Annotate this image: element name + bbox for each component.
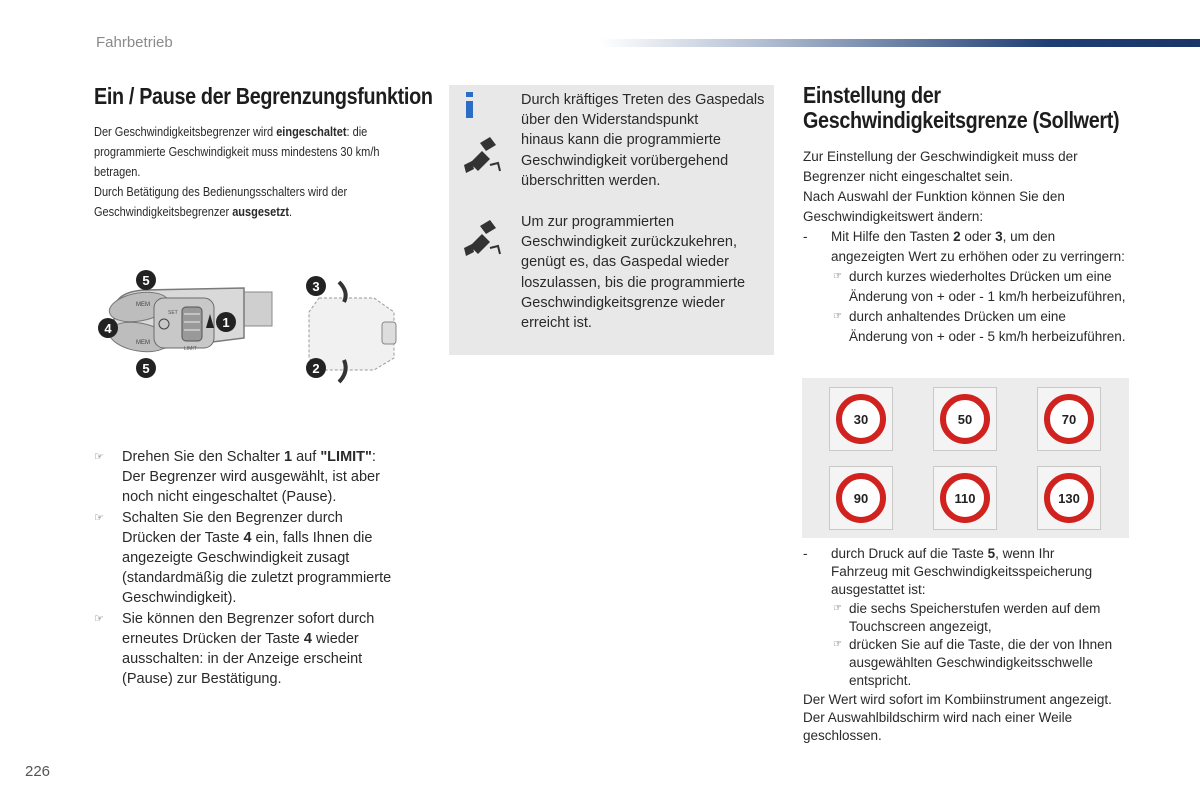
sub-bullet <box>803 600 1133 618</box>
text: Änderung von + oder - 1 km/h herbeizuführen, <box>849 289 1126 304</box>
text: Geschwindigkeitswert ändern: <box>803 209 984 224</box>
bullet-text: Drehen Sie den Schalter <box>122 449 285 465</box>
info-line: Geschwindigkeit vorübergehend <box>521 152 729 169</box>
text: Der Auswahlbildschirm wird nach einer Weile <box>803 709 1073 725</box>
badge-1 <box>216 312 236 332</box>
bullet-text: Drücken der Taste <box>122 529 244 546</box>
paragraph-line <box>803 187 1133 207</box>
speed-limit-sign <box>836 473 886 523</box>
intro-bold: eingeschaltet <box>276 125 347 139</box>
bullet-bold: 4 <box>243 529 252 546</box>
bullet-text: Sie können den Begrenzer sofort durch <box>122 610 375 627</box>
dash-marker: - <box>803 546 808 561</box>
text: Touchscreen angezeigt, <box>849 618 992 634</box>
speed-preset-tile[interactable] <box>829 466 893 530</box>
sub-continuation <box>803 672 1133 690</box>
pointing-hand-icon: ☞ <box>833 602 842 614</box>
speed-preset-tile[interactable] <box>1037 466 1101 530</box>
foot-pedal-icon <box>460 135 504 184</box>
text: entspricht. <box>849 673 912 689</box>
bullet-line <box>122 528 424 548</box>
pointing-hand-icon: ☞ <box>94 612 104 625</box>
setpoint-instructions <box>803 147 1133 347</box>
text: durch Druck auf die Taste <box>831 546 988 561</box>
pointing-hand-icon: ☞ <box>94 451 104 463</box>
dash-continuation <box>803 563 1133 581</box>
text: Fahrzeug mit Geschwindigkeitsspeicherung <box>831 564 1093 580</box>
bullet-line <box>122 548 424 568</box>
speed-value: 70 <box>1061 411 1077 427</box>
bullet-text: wieder <box>311 630 359 647</box>
bullet-bold: "LIMIT" <box>320 449 372 465</box>
bullet-item <box>94 508 424 609</box>
right-title-line-2: Geschwindigkeitsgrenze (Sollwert) <box>803 107 1120 133</box>
text: Nach Auswahl der Funktion können Sie den <box>803 189 1065 204</box>
speed-limit-sign <box>940 473 990 523</box>
speed-presets-panel <box>802 378 1129 538</box>
text: angezeigten Wert zu erhöhen oder zu verringern: <box>831 249 1125 264</box>
bullet-text: ausschalten: in der Anzeige erscheint <box>122 651 363 668</box>
paragraph-line <box>803 147 1133 167</box>
intro-text: Der Geschwindigkeitsbegrenzer wird <box>94 125 277 139</box>
info-text-override <box>521 90 771 191</box>
text: , wenn Ihr <box>995 546 1055 561</box>
text: oder <box>960 229 996 244</box>
text: die sechs Speicherstufen werden auf dem <box>849 600 1101 616</box>
left-bullet-list <box>94 447 424 689</box>
speed-value: 130 <box>1058 490 1080 506</box>
bullet-line <box>122 609 424 629</box>
limit-label: LIMIT <box>184 346 197 352</box>
stalk-diagram <box>94 262 424 392</box>
speed-preset-tile[interactable] <box>933 466 997 530</box>
bullet-line <box>122 467 424 487</box>
svg-text:1: 1 <box>222 315 230 330</box>
dash-continuation <box>803 247 1133 267</box>
sub-bullet <box>803 307 1133 327</box>
text: Änderung von + oder - 5 km/h herbeizuführen. <box>849 329 1126 344</box>
svg-text:5: 5 <box>142 273 150 288</box>
intro-text: Durch Betätigung des Bedienungsschalters wird der <box>94 185 348 199</box>
speed-preset-tile[interactable] <box>1037 387 1101 451</box>
bullet-text: angezeigte Geschwindigkeit zusagt <box>122 550 350 567</box>
sub-continuation <box>803 618 1133 636</box>
sub-bullet <box>803 636 1133 654</box>
left-section-title: Ein / Pause der Begrenzungsfunktion <box>94 83 433 109</box>
text: ausgewählten Geschwindigkeitsschwelle <box>849 655 1093 671</box>
control-stalk-illustration <box>94 262 424 392</box>
info-text-return <box>521 212 771 333</box>
text: durch anhaltendes Drücken um eine <box>849 309 1066 324</box>
intro-line <box>94 142 428 182</box>
info-line: loszulassen, bis die programmierte <box>521 274 746 291</box>
badge-3 <box>306 276 326 296</box>
dash-marker: - <box>803 229 808 244</box>
memory-instructions <box>803 545 1133 745</box>
bullet-text: (standardmäßig die zuletzt programmierte <box>122 570 392 587</box>
badge-5-top <box>136 270 156 290</box>
speed-limit-sign <box>836 394 886 444</box>
speed-value: 110 <box>954 490 976 506</box>
text: , um den <box>1002 229 1056 244</box>
foot-pedal-icon <box>460 218 504 267</box>
bold-text: 5 <box>987 546 996 561</box>
intro-bold: ausgesetzt <box>232 205 290 219</box>
bullet-text: Schalten Sie den Begrenzer durch <box>122 509 343 526</box>
bullet-text: auf <box>292 449 321 465</box>
text: Mit Hilfe den Tasten <box>831 229 954 244</box>
bullet-line <box>122 487 424 507</box>
bullet-item <box>94 447 424 508</box>
sub-continuation <box>803 287 1133 307</box>
bullet-line <box>122 447 424 467</box>
mem-label-top: MEM <box>136 302 150 308</box>
sub-continuation <box>803 327 1133 347</box>
info-line: hinaus kann die programmierte <box>521 132 721 149</box>
bullet-line <box>122 669 424 689</box>
bullet-text: Der Begrenzer wird ausgewählt, ist aber <box>122 469 380 486</box>
bullet-text: : <box>371 449 376 465</box>
speed-preset-tile[interactable] <box>933 387 997 451</box>
intro-text: programmierte Geschwindigkeit muss mindestens 30 km/h betragen. <box>94 145 380 179</box>
intro-text: . <box>289 205 293 219</box>
bullet-bold: 4 <box>303 630 312 647</box>
info-line: genügt es, das Gaspedal wieder <box>521 254 729 271</box>
speed-value: 50 <box>957 411 973 427</box>
intro-text: : die <box>346 125 368 139</box>
bullet-line <box>122 588 424 608</box>
info-line: erreicht ist. <box>521 315 592 332</box>
svg-text:4: 4 <box>104 321 112 336</box>
bullet-text: ein, falls Ihnen die <box>251 529 373 546</box>
intro-text: Geschwindigkeitsbegrenzer <box>94 205 233 219</box>
header-gradient-bar <box>600 39 1200 47</box>
mem-label-bottom: MEM <box>136 340 150 346</box>
badge-4 <box>98 318 118 338</box>
bullet-line <box>122 629 424 649</box>
speed-limit-sign <box>940 394 990 444</box>
bullet-text: noch nicht eingeschaltet (Pause). <box>122 489 337 506</box>
bullet-text: (Pause) zur Bestätigung. <box>122 671 282 688</box>
section-label: Fahrbetrieb <box>96 34 173 51</box>
text: Begrenzer nicht eingeschaltet sein. <box>803 169 1014 184</box>
dash-item <box>803 227 1133 247</box>
paragraph-line <box>803 691 1133 709</box>
badge-5-bottom <box>136 358 156 378</box>
pointing-hand-icon: ☞ <box>833 271 842 282</box>
bullet-line <box>122 508 424 528</box>
badge-2 <box>306 358 326 378</box>
info-icon <box>462 92 476 123</box>
text: Zur Einstellung der Geschwindigkeit muss der <box>803 149 1078 164</box>
bold-text: 3 <box>995 229 1003 244</box>
speed-value: 90 <box>853 490 869 506</box>
right-section-title <box>803 83 1119 133</box>
speed-preset-tile[interactable] <box>829 387 893 451</box>
speed-value: 30 <box>853 411 869 427</box>
speed-limit-sign <box>1044 473 1094 523</box>
intro-paragraph <box>94 122 428 222</box>
info-line: Um zur programmierten <box>521 214 675 230</box>
info-line: überschritten werden. <box>521 172 661 189</box>
text: geschlossen. <box>803 728 882 744</box>
sub-continuation <box>803 654 1133 672</box>
pointing-hand-icon: ☞ <box>94 511 104 524</box>
paragraph-line <box>803 167 1133 187</box>
bullet-line <box>122 568 424 588</box>
svg-text:2: 2 <box>312 361 320 376</box>
dash-item <box>803 545 1133 563</box>
intro-line <box>94 182 428 202</box>
pointing-hand-icon: ☞ <box>833 311 842 322</box>
sub-bullet <box>803 267 1133 287</box>
bold-text: 2 <box>953 229 961 244</box>
info-line: Geschwindigkeit zurückzukehren, <box>521 234 737 251</box>
paragraph-line <box>803 207 1133 227</box>
intro-line <box>94 202 428 222</box>
bullet-line <box>122 649 424 669</box>
right-title-line-1: Einstellung der <box>803 82 941 108</box>
text: Der Wert wird sofort im Kombiinstrument angezeigt. <box>803 691 1112 707</box>
bullet-item <box>94 609 424 690</box>
dash-continuation <box>803 581 1133 599</box>
bullet-text: Geschwindigkeit). <box>122 590 237 607</box>
text: drücken Sie auf die Taste, die der von Ihnen <box>849 637 1113 653</box>
svg-text:3: 3 <box>312 279 320 294</box>
pointing-hand-icon: ☞ <box>833 639 842 651</box>
text: ausgestattet ist: <box>831 582 926 598</box>
page-number: 226 <box>25 763 51 780</box>
info-line: Geschwindigkeitsgrenze wieder <box>521 294 725 311</box>
bullet-bold: 1 <box>284 449 293 465</box>
info-line: über den Widerstandspunkt <box>521 112 699 129</box>
paragraph-line <box>803 727 1133 745</box>
bullet-text: erneutes Drücken der Taste <box>122 630 304 647</box>
svg-text:5: 5 <box>142 361 150 376</box>
intro-line <box>94 122 428 142</box>
paragraph-line <box>803 709 1133 727</box>
text: durch kurzes wiederholtes Drücken um eine <box>849 269 1112 284</box>
speed-limit-sign <box>1044 394 1094 444</box>
set-label: SET <box>168 310 178 316</box>
info-line: Durch kräftiges Treten des Gaspedals <box>521 92 765 108</box>
